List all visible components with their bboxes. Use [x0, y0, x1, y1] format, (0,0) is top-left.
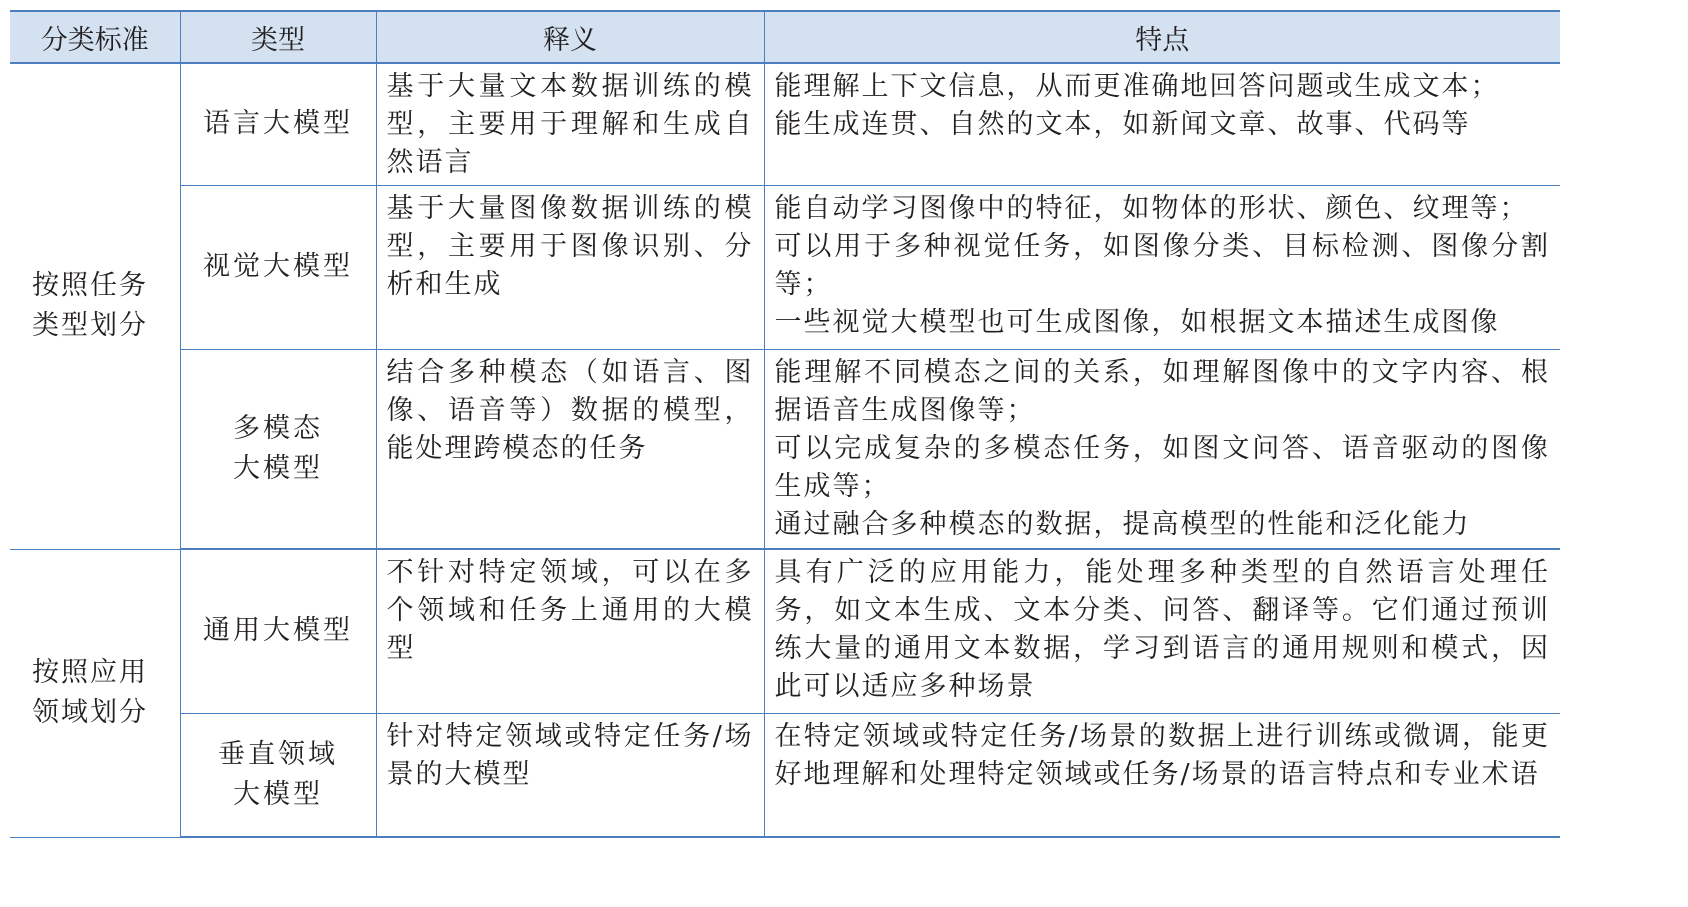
- features-cell: [764, 713, 1560, 837]
- feature-line: 能自动学习图像中的特征，如物体的形状、颜色、纹理等；: [774, 192, 1529, 224]
- header-features: 特点: [764, 11, 1560, 63]
- table-row: [10, 185, 1560, 349]
- type-cell: [180, 713, 376, 837]
- type-cell: 语言大模型: [180, 63, 376, 185]
- standard-label: 按照任务类型划分: [32, 270, 148, 342]
- header-type: 类型: [180, 11, 376, 63]
- feature-line: 能理解上下文信息，从而更准确地回答问题或生成文本；: [774, 71, 1500, 102]
- features-cell: [764, 63, 1560, 185]
- table-row: [10, 549, 1560, 713]
- type-label: 多模态大模型: [233, 412, 323, 484]
- definition-cell: 不针对特定领域，可以在多个领域和任务上通用的大模型: [376, 549, 764, 713]
- standard-cell-domain: [10, 549, 180, 837]
- standard-label: 按照应用领域划分: [32, 657, 148, 728]
- table-row: [10, 349, 1560, 549]
- type-cell: 视觉大模型: [180, 185, 376, 349]
- features-cell: [764, 349, 1560, 549]
- type-label: 垂直领域大模型: [218, 738, 338, 810]
- table-header: [10, 11, 1560, 63]
- table-row: [10, 713, 1560, 837]
- model-classification-table: [10, 10, 1560, 838]
- standard-cell-task: [10, 63, 180, 549]
- header-row: [10, 11, 1560, 63]
- header-standard: 分类标准: [10, 11, 180, 63]
- feature-line: 具有广泛的应用能力，能处理多种类型的自然语言处理任务，如文本生成、文本分类、问答、翻译等。它们通过预训练大量的通用文本数据，学习到语言的通用规则和模式，因此可以适应多种场景: [774, 557, 1550, 702]
- feature-line: 能生成连贯、自然的文本，如新闻文章、故事、代码等: [774, 109, 1471, 140]
- feature-line: 能理解不同模态之间的关系，如理解图像中的文字内容、根据语音生成图像等；: [774, 356, 1550, 426]
- definition-cell: 针对特定领域或特定任务/场景的大模型: [376, 713, 764, 837]
- feature-line: 可以用于多种视觉任务，如图像分类、目标检测、图像分割等；: [774, 230, 1550, 300]
- definition-cell: 结合多种模态（如语言、图像、语音等）数据的模型，能处理跨模态的任务: [376, 349, 764, 549]
- header-definition: 释义: [376, 11, 764, 63]
- type-cell: [180, 349, 376, 549]
- table-body: [10, 63, 1560, 837]
- type-cell: 通用大模型: [180, 549, 376, 713]
- definition-cell: 基于大量图像数据训练的模型，主要用于图像识别、分析和生成: [376, 185, 764, 349]
- feature-line: 一些视觉大模型也可生成图像，如根据文本描述生成图像: [774, 306, 1500, 338]
- feature-line: 可以完成复杂的多模态任务，如图文问答、语音驱动的图像生成等；: [774, 432, 1550, 502]
- feature-line: 在特定领域或特定任务/场景的数据上进行训练或微调，能更好地理解和处理特定领域或任务/场景的语言特点和专业术语: [774, 720, 1550, 790]
- definition-cell: 基于大量文本数据训练的模型，主要用于理解和生成自然语言: [376, 63, 764, 185]
- features-cell: [764, 549, 1560, 713]
- classification-table-container: [10, 10, 1560, 838]
- table-row: [10, 63, 1560, 185]
- features-cell: [764, 185, 1560, 349]
- feature-line: 通过融合多种模态的数据，提高模型的性能和泛化能力: [774, 508, 1471, 540]
